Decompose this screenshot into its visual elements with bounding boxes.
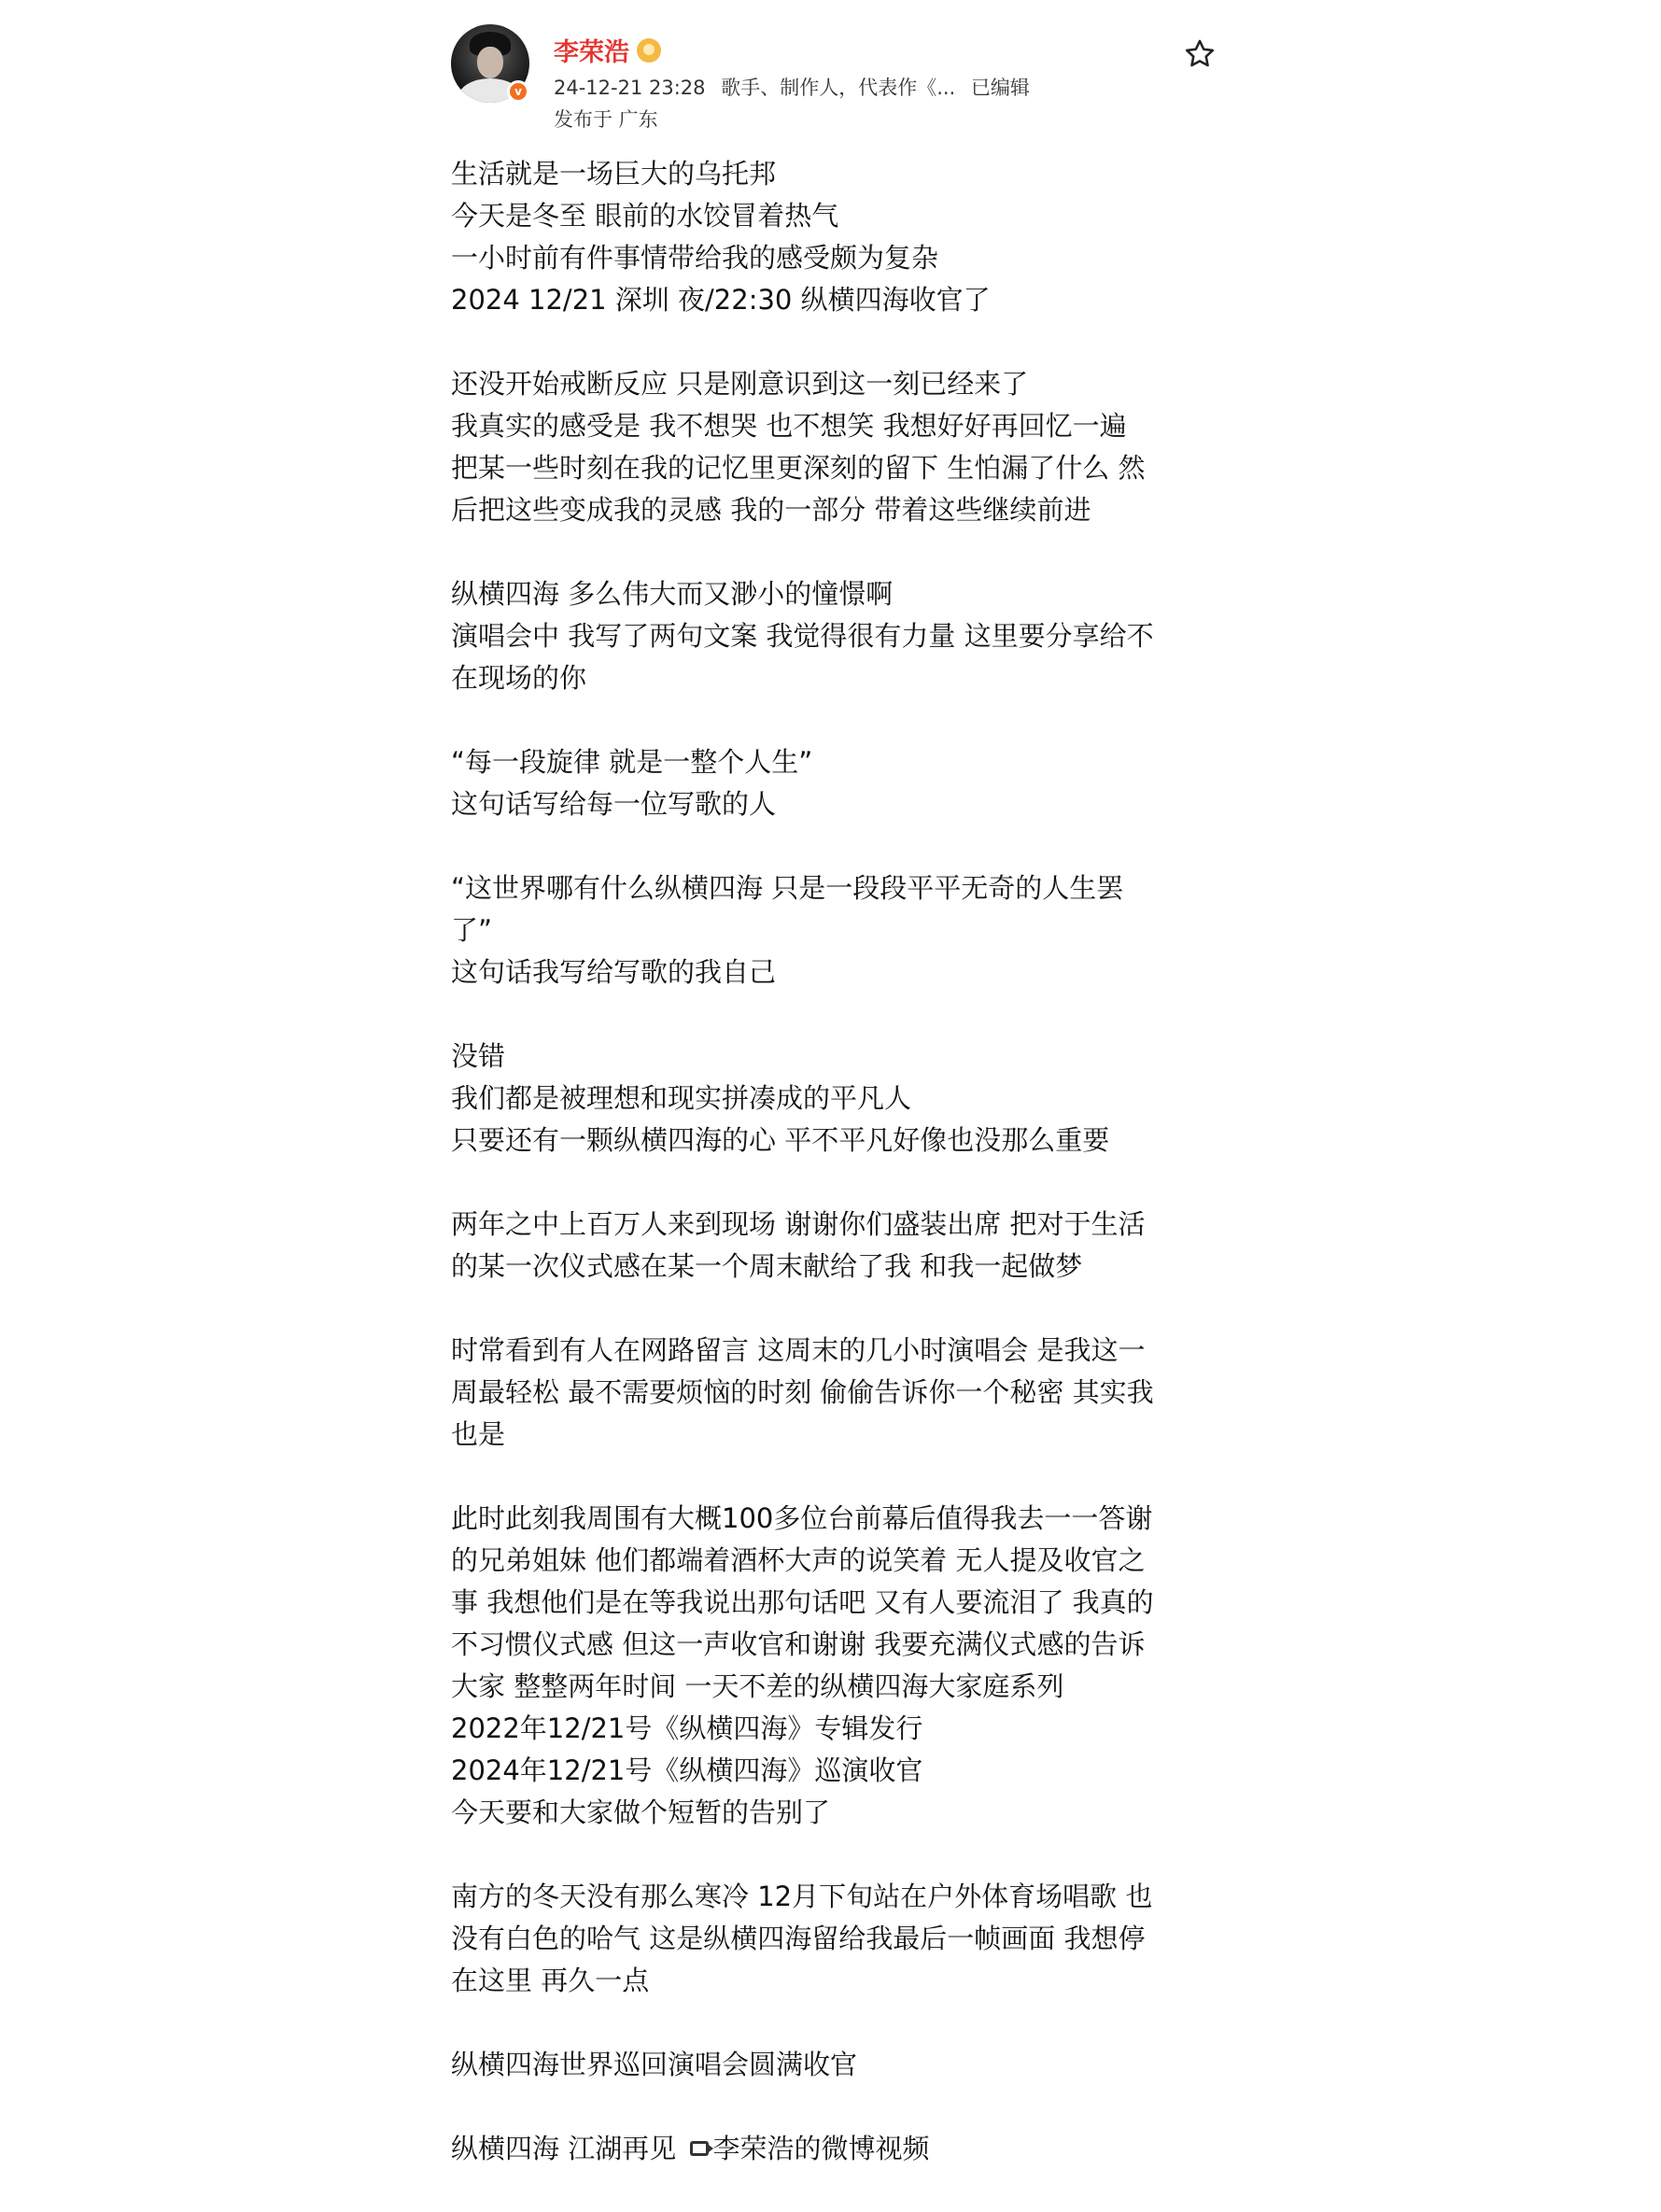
user-bio: 歌手、制作人，代表作《... <box>721 77 956 99</box>
post-text-line: 事 我想他们是在等我说出那句话吧 又有人要流泪了 我真的 <box>451 1586 1154 1618</box>
post-text-line: 今天是冬至 眼前的水饺冒着热气 <box>451 200 839 232</box>
post-text-line: 了” <box>451 914 493 946</box>
post-text-line: 在现场的你 <box>451 662 587 694</box>
post-text-line: 纵横四海 江湖再见 <box>451 2133 685 2164</box>
post-text-line: 没有白色的哈气 这是纵横四海留给我最后一帧画面 我想停 <box>451 1923 1146 1954</box>
post-header <box>451 24 1217 146</box>
post-text-line: 2024 12/21 深圳 夜/22:30 纵横四海收官了 <box>451 284 991 316</box>
post-paragraph <box>451 741 1217 825</box>
post-text-line: 时常看到有人在网路留言 这周末的几小时演唱会 是我这一 <box>451 1334 1146 1366</box>
post-text-line: 不习惯仪式感 但这一声收官和谢谢 我要充满仪式感的告诉 <box>451 1628 1146 1660</box>
post-text-line: 纵横四海 多么伟大而又渺小的憧憬啊 <box>451 578 894 610</box>
avatar-face <box>477 47 503 78</box>
post-paragraph <box>451 1204 1217 1288</box>
post-text-line: 南方的冬天没有那么寒冷 12月下旬站在户外体育场唱歌 也 <box>451 1881 1153 1912</box>
post-paragraph <box>451 1498 1217 1834</box>
post-meta <box>554 73 1039 101</box>
post-text-line: 在这里 再久一点 <box>451 1965 650 1996</box>
post-text-line: 大家 整整两年时间 一天不差的纵横四海大家庭系列 <box>451 1670 1064 1702</box>
post-text-line: 的某一次仪式感在某一个周末献给了我 和我一起做梦 <box>451 1250 1083 1282</box>
post-text-line: 后把这些变成我的灵感 我的一部分 带着这些继续前进 <box>451 494 1091 526</box>
post-location: 发布于 广东 <box>554 108 658 131</box>
vip-badge-icon <box>637 38 661 63</box>
post-paragraph <box>451 1876 1217 2002</box>
post-body <box>451 153 1217 2212</box>
post-text-line: 把某一些时刻在我的记忆里更深刻的留下 生怕漏了什么 然 <box>451 452 1146 484</box>
post-text-line: “每一段旋律 就是一整个人生” <box>451 746 813 778</box>
post-text-line: 的兄弟姐妹 他们都端着酒杯大声的说笑着 无人提及收官之 <box>451 1544 1146 1576</box>
post-final-line <box>451 2128 1217 2170</box>
post-paragraph <box>451 1036 1217 1162</box>
post-timestamp: 24-12-21 23:28 <box>554 77 706 99</box>
post-text-line: 这句话我写给写歌的我自己 <box>451 956 777 988</box>
name-row <box>554 32 661 68</box>
post-text-line: 2024年12/21号《纵横四海》巡演收官 <box>451 1754 923 1786</box>
weibo-post <box>451 24 1217 2164</box>
post-text-line: 我真实的感受是 我不想哭 也不想笑 我想好好再回忆一遍 <box>451 410 1127 442</box>
post-text-line: 这句话写给每一位写歌的人 <box>451 788 777 820</box>
post-text-line: “这世界哪有什么纵横四海 只是一段段平平无奇的人生罢 <box>451 872 1124 904</box>
post-text-line: 此时此刻我周围有大概100多位台前幕后值得我去一一答谢 <box>451 1502 1153 1534</box>
post-text-line: 还没开始戒断反应 只是刚意识到这一刻已经来了 <box>451 368 1029 400</box>
post-text-line: 两年之中上百万人来到现场 谢谢你们盛装出席 把对于生活 <box>451 1208 1146 1240</box>
post-paragraph <box>451 363 1217 531</box>
post-text-line: 周最轻松 最不需要烦恼的时刻 偷偷告诉你一个秘密 其实我 <box>451 1376 1154 1408</box>
post-paragraph <box>451 573 1217 699</box>
weibo-video-link[interactable]: 李荣浩的微博视频 <box>712 2133 930 2164</box>
username[interactable]: 李荣浩 <box>554 38 629 67</box>
post-text-line: 今天要和大家做个短暂的告别了 <box>451 1796 831 1828</box>
post-text-line: 2022年12/21号《纵横四海》专辑发行 <box>451 1712 923 1744</box>
post-text-line: 一小时前有件事情带给我的感受颇为复杂 <box>451 242 939 274</box>
post-text-line: 演唱会中 我写了两句文案 我觉得很有力量 这里要分享给不 <box>451 620 1154 652</box>
post-paragraph <box>451 153 1217 321</box>
post-text-line: 纵横四海世界巡回演唱会圆满收官 <box>451 2049 858 2080</box>
post-paragraph <box>451 867 1217 993</box>
star-icon[interactable] <box>1183 37 1217 71</box>
post-text-line: 只要还有一颗纵横四海的心 平不平凡好像也没那么重要 <box>451 1124 1110 1156</box>
post-text-line: 生活就是一场巨大的乌托邦 <box>451 158 777 190</box>
post-text-line: 没错 <box>451 1040 506 1072</box>
video-icon <box>690 2141 709 2156</box>
post-text-line: 也是 <box>451 1418 506 1450</box>
edited-label[interactable]: 已编辑 <box>970 77 1030 99</box>
post-text-line: 我们都是被理想和现实拼凑成的平凡人 <box>451 1082 912 1114</box>
verified-badge-icon: v <box>507 80 529 103</box>
post-paragraph <box>451 2044 1217 2086</box>
post-paragraph <box>451 1330 1217 1456</box>
